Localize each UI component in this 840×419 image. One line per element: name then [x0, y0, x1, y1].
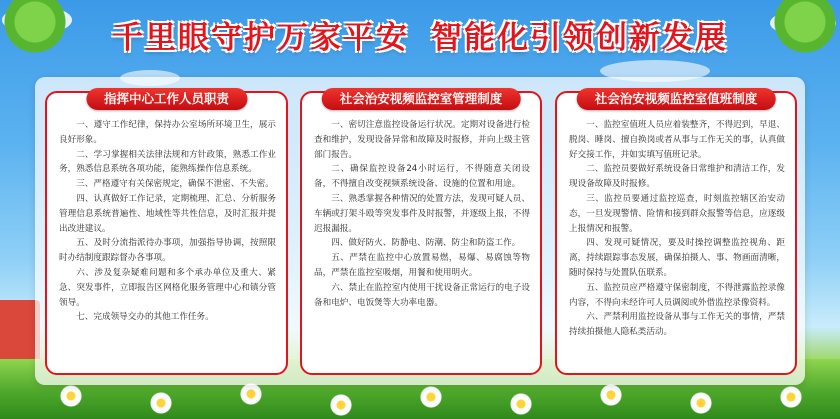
list-item: 六、涉及复杂疑难问题和多个承办单位及重大、紧急、突发事件，立即报告区网格化服务管理中心和镇分管领导。 — [59, 267, 276, 308]
page-title — [0, 12, 840, 57]
panel-body — [569, 118, 785, 369]
list-item: 六、严禁利用监控设备从事与工作无关的事情，严禁持续拍摄他人隐私类活动。 — [569, 312, 785, 338]
list-item: 五、严禁在监控中心放置易燃，易爆、易腐蚀等物品，严禁在监控室吸烟，用餐和使用明火。 — [314, 253, 530, 278]
daisy-decoration — [420, 386, 442, 408]
list-item: 一、监控室值班人员应着装整齐，不得迟到，早退、脱岗、睡岗、擅自换岗或者从事与工作无关的事，认真做好交接工作，并如实填写值班记录。 — [569, 120, 785, 160]
list-item: 五、监控员应严格遵守保密制度，不得泄露监控录像内容，不得向未经许可人员调阅或外借监控录像资料。 — [569, 282, 785, 308]
panel-command-center-duties — [45, 91, 288, 375]
list-item: 三、熟悉掌握各种情况的处置方法，发现可疑人员、车辆或打架斗殴等突发事件及时报警，并逐级上报，不得迟报漏报。 — [314, 193, 530, 234]
headline-part2: 智能化引领创新发展 — [431, 20, 728, 56]
list-item: 五、及时分流指派待办事项，加强指导协调，按照限时办结制度跟踪督办各事项。 — [59, 238, 276, 264]
panel-body — [59, 118, 276, 369]
daisy-decoration — [690, 392, 712, 414]
daisy-decoration — [240, 383, 262, 405]
list-item: 四、认真做好工作记录，定期梳理、汇总、分析服务管理信息系统普遍性、地域性等共性信息，及时汇报并提出改进建议。 — [59, 193, 276, 234]
daisy-decoration — [780, 386, 802, 408]
list-item: 二、监控员要做好系统设备日常维护和清洁工作，发现设备故障及时报修。 — [569, 164, 785, 190]
daisy-decoration — [600, 384, 622, 406]
daisy-decoration — [510, 393, 532, 415]
list-item: 六、禁止在监控室内使用干扰设备正常运行的电子设备和电炉、电饭煲等大功率电器。 — [314, 282, 530, 308]
list-item: 四、做好防火、防静电、防潮、防尘和防盗工作。 — [331, 238, 521, 249]
panel-title: 指挥中心工作人员职责 — [86, 88, 247, 110]
list-item: 七、完成领导交办的其他工作任务。 — [76, 312, 214, 323]
list-item: 四、发现可疑情况，要及时操控调整监控视角、距离，持续跟踪事态发展，确保拍摄人、事、物画面清晰，随时保持与处置队伍联系。 — [569, 238, 785, 278]
panel-title: 社会治安视频监控室值班制度 — [577, 88, 776, 110]
panel-monitoring-room-duty-rules — [555, 91, 797, 375]
list-item: 一、密切注意监控设备运行状况。定期对设备进行检查和维护，发现设备异常和故障及时报修，并向上级主管部门报告。 — [314, 120, 530, 160]
panel-title: 社会治安视频监控室管理制度 — [322, 88, 521, 110]
headline-part1: 千里眼守护万家平安 — [112, 20, 409, 56]
list-item: 三、监控员要通过监控巡查，时刻监控辖区治安动态，一旦发现警情、险情和接到群众报警等信息，应逐级上报情况和报警。 — [569, 193, 785, 234]
panel-monitoring-room-management — [300, 91, 542, 375]
list-item: 一、遵守工作纪律，保持办公室场所环境卫生，展示良好形象。 — [59, 120, 276, 145]
daisy-decoration — [150, 392, 172, 414]
list-item: 二、确保监控设备24小时运行，不得随意关闭设备，不得擅自改变视频系统设备、设施的位置和用途。 — [314, 164, 530, 190]
list-item: 三、严格遵守有关保密规定，确保不泄密、不失密。 — [76, 179, 274, 190]
daisy-decoration — [60, 385, 82, 407]
panel-body — [314, 118, 530, 369]
daisy-decoration — [330, 394, 352, 416]
list-item: 二、学习掌握相关法律法规和方针政策，熟悉工作业务，熟悉信息系统各项功能，能熟练操作信息系统。 — [59, 149, 276, 175]
